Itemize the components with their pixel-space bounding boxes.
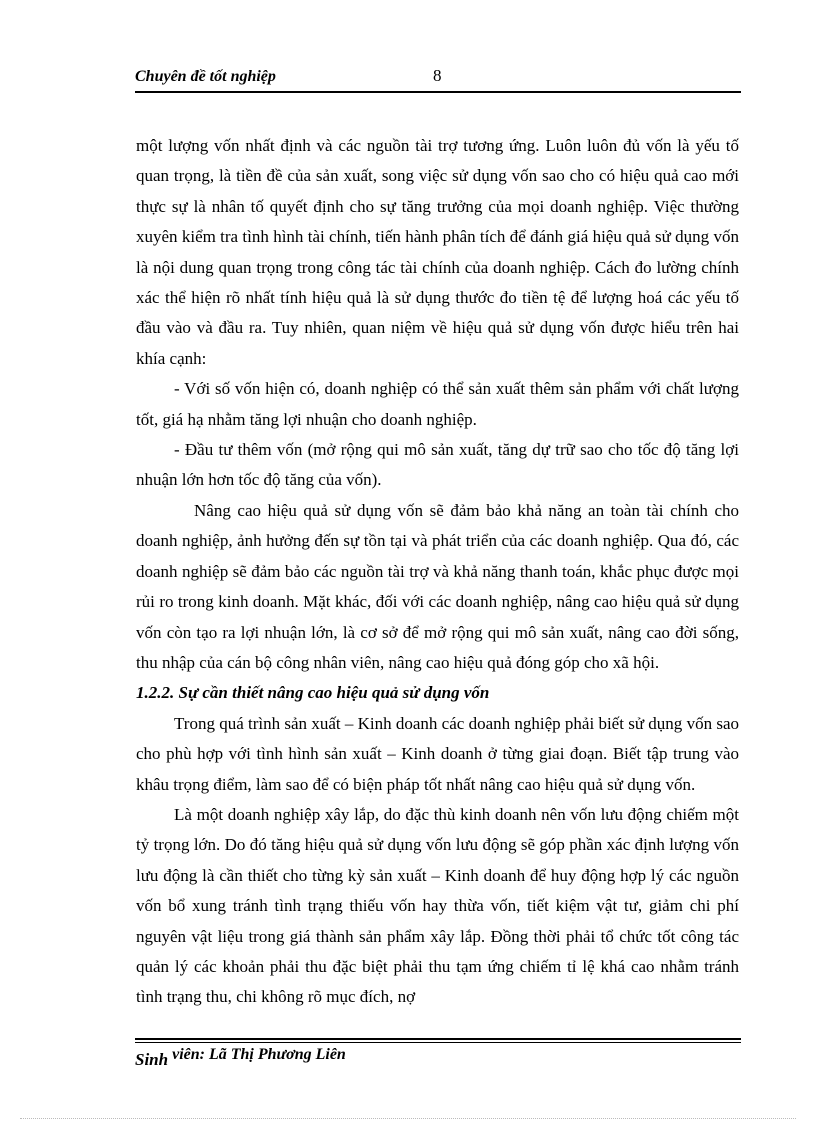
header-divider (135, 91, 741, 93)
footer-divider-thin (135, 1042, 741, 1043)
page-bottom-border (20, 1118, 796, 1119)
footer-author: viên: Lã Thị Phương Liên (172, 1046, 346, 1063)
page-footer (135, 1044, 346, 1069)
paragraph-4: Là một doanh nghiệp xây lắp, do đặc thù kinh doanh nên vốn lưu động chiếm một tỷ trọng lớn. Do đó tăng hiệu quả sử dụng vốn lưu động sẽ góp phần xác định lượng vốn lưu động là cần thiết cho từng kỳ sản xuất – Kinh doanh để huy động hợp lý các nguồn vốn bổ xung tránh tình trạng thiếu vốn hay thừa vốn, tiết kiệm vật tư, giảm chi phí nguyên vật liệu trong giá thành sản phẩm xây lắp. Đồng thời phải tổ chức tốt công tác quản lý các khoản phải thu đặc biệt phải thu tạm ứng chiếm tỉ lệ khá cao nhằm tránh tình trạng thu, chi không rõ mục đích, nợ (136, 804, 739, 1007)
header-title: Chuyên đề tốt nghiệp (135, 68, 276, 85)
document-body (136, 131, 739, 1013)
paragraph-3: Trong quá trình sản xuất – Kinh doanh các doanh nghiệp phải biết sử dụng vốn sao cho phù hợp với tình hình sản xuất – Kinh doanh ở từng giai đoạn. Biết tập trung vào khâu trọng điểm, làm sao để có biện pháp tốt nhất nâng cao hiệu quả sử dụng vốn. (136, 713, 739, 794)
bullet-item-2: - Đầu tư thêm vốn (mở rộng qui mô sản xuất, tăng dự trữ sao cho tốc độ tăng lợi nhuận lớn hơn tốc độ tăng của vốn). (136, 440, 739, 490)
bullet-item-1: - Với số vốn hiện có, doanh nghiệp có thể sản xuất thêm sản phẩm với chất lượng tốt, giá hạ nhằm tăng lợi nhuận cho doanh nghiệp. (136, 379, 739, 429)
paragraph-2: Nâng cao hiệu quả sử dụng vốn sẽ đảm bảo khả năng an toàn tài chính cho doanh nghiệp, ảnh hưởng đến sự tồn tại và phát triển của các doanh nghiệp. Qua đó, các doanh nghiệp sẽ đảm bảo các nguồn tài trợ và khả năng thanh toán, khắc phục được mọi rủi ro trong kinh doanh. Mặt khác, đối với các doanh nghiệp, nâng cao hiệu quả sử dụng vốn còn tạo ra lợi nhuận lớn, là cơ sở để mở rộng qui mô sản xuất, nâng cao đời sống, thu nhập của cán bộ công nhân viên, nâng cao hiệu quả đóng góp cho xã hội. (136, 500, 739, 672)
page-number: 8 (433, 66, 442, 85)
section-heading: 1.2.2. Sự cần thiết nâng cao hiệu quả sử dụng vốn (136, 683, 490, 703)
paragraph-1: một lượng vốn nhất định và các nguồn tài trợ tương ứng. Luôn luôn đủ vốn là yếu tố quan trọng, là tiền đề của sản xuất, song việc sử dụng vốn sao cho có hiệu quả cao mới thực sự là nhân tố quyết định cho sự tăng trưởng của mọi doanh nghiệp. Việc thường xuyên kiểm tra tình hình tài chính, tiến hành phân tích để đánh giá hiệu quả sử dụng vốn là nội dung quan trọng trong công tác tài chính của doanh nghiệp. Cách đo lường chính xác thể hiện rõ nhất tính hiệu quả là sử dụng thước đo tiền tệ để lượng hoá các yếu tố đầu vào và đầu ra. Tuy nhiên, quan niệm về hiệu quả sử dụng vốn được hiểu trên hai khía cạnh: (136, 136, 739, 368)
footer-author-prefix: Sinh (135, 1050, 169, 1069)
page-header (135, 66, 741, 92)
footer-divider-thick (135, 1038, 741, 1040)
